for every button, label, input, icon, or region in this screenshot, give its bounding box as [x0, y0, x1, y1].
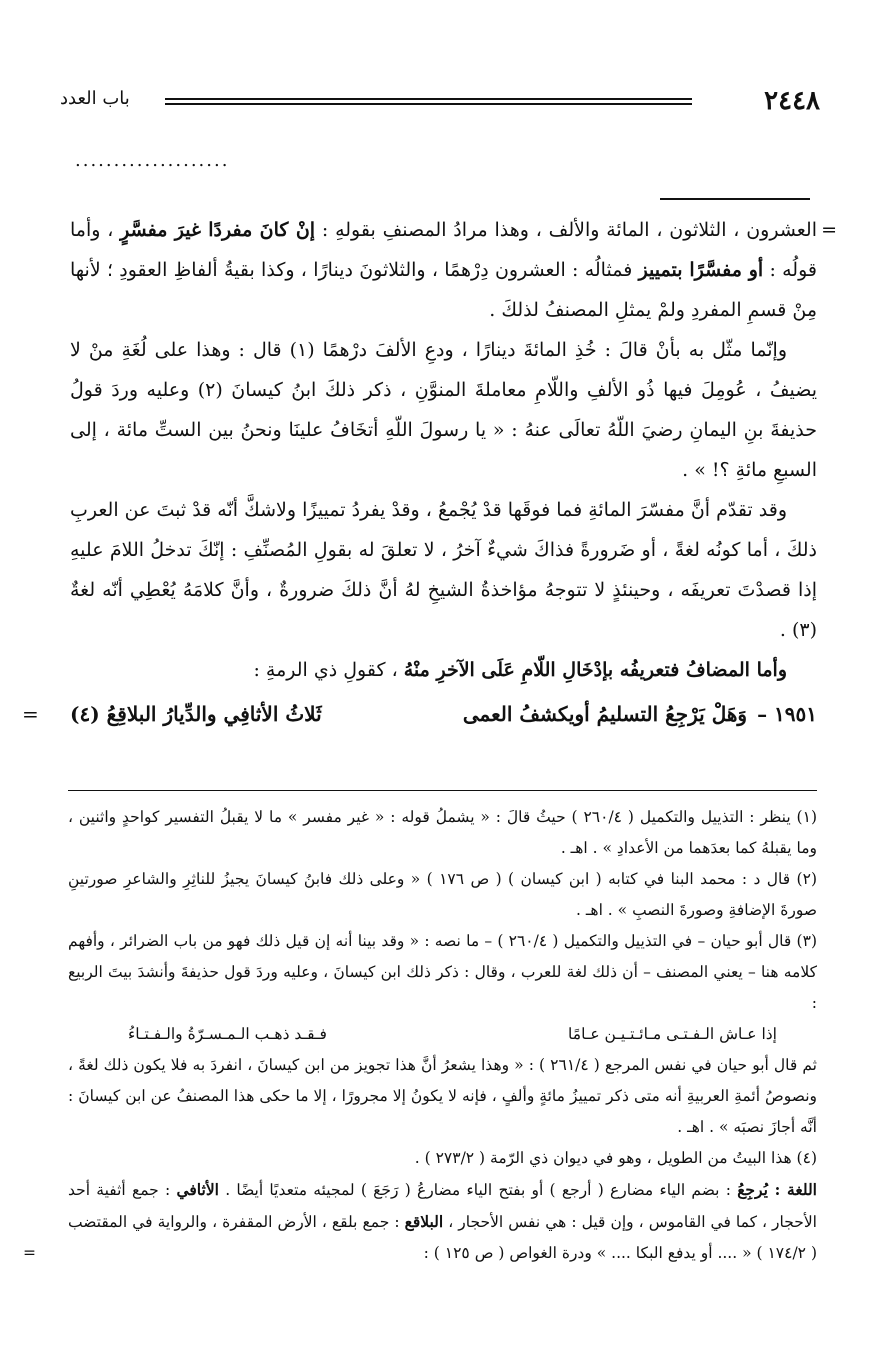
footnote-1: (١) ينظر : التذييل والتكميل ( ٢٦٠/٤ ) حيثُ قالَ : « يشملُ قوله : « غير مفسر » ما لا يقبلُ التفسير كواحدٍ واثنين ، وما يقبلهُ كما بعدَهما من الأعدادِ » . اهـ .: [68, 808, 817, 857]
paragraph-2: وإنّما مثّل به بأنْ قالَ : خُذِ المائةَ دينارًا ، ودعِ الألفَ درْهمًا (١) قال : وهذا على لُغَةِ منْ لا يضيفُ ، عُومِلَ فيها ذُو الألفِ واللّامِ معاملةَ المنوَّنِ ، ذكر ذلكَ ابنُ كيسانَ (٢) وعليه وردَ قولُ حذيفةَ بنِ اليمانِ رضيَ اللّهُ تعالَى عنهُ : « يا رسولَ اللّهِ أتخَافُ علينَا ونحنُ بين الستِّ مائة ، إلى السبعِ مائةِ ؟! » .: [70, 339, 817, 481]
paragraph-1-run: إنْ كانَ مفردًا غيرَ مفسَّرٍ: [120, 219, 316, 241]
paragraph-1: [70, 210, 817, 330]
footnote-3-poem-first: إذا عـاش الـفـتـى مـائـتـيـن عـامًا: [568, 1025, 777, 1043]
footnote-separator: [68, 790, 817, 791]
footnote-4-language-run: : جمع بلقع ، الأرض المقفرة ، والرواية في المقتضب ( ١٧٤/٢ ) « .... أو يدفع البكا .... » ودرة الغواص ( ص ١٢٥ ) :: [68, 1213, 817, 1262]
footnote-3-continuation: ثم قال أبو حيان في نفس المرجع ( ٢٦١/٤ ) : « وهذا يشعرُ أنَّ هذا تجويز من ابن كيسانَ ، انفردَ به فلا يكون ذلك لغةً ، ونصوصُ أئمةِ العربيةِ أنه متى ذكر تمييزُ مائةٍ وألفٍ ، فإنه لا يكونُ إلا مجرورًا ، إلا ما حكى هذا المصنفُ عن ابن كيسانَ : أنَّه أجازَ نصبَه » . اهـ .: [68, 1056, 817, 1136]
footnote-3: (٣) قال أبو حيان – في التذييل والتكميل ( ٢٦٠/٤ ) – ما نصه : « وقد بينا أنه إن قيل ذلك فهو من باب الضرائر ، وأفهم كلامه هنا – يعني المصنف – أن ذلك لغة للعرب ، وقال : ذكر ذلك ابن كيسانَ ، وعليه وردَ قول حذيفةَ وأنشدَ بيتَ الربيع :: [68, 932, 817, 1012]
continuation-mark: =: [821, 219, 837, 241]
paragraph-4-run: وأما المضافُ فتعريفُه بإدْخَالِ اللّامِ عَلَى الآخرِ منْهُ: [403, 659, 787, 681]
verse-first-hemistich: وَهَلْ يَرْجِعُ التسليمُ أويكشفُ العمى: [462, 702, 748, 726]
footnote-continuation-mark: =: [23, 1244, 36, 1262]
footnote-4: (٤) هذا البيتُ من الطويل ، وهو في ديوان ذي الرّمة ( ٢٧٣/٢ ) .: [414, 1149, 817, 1167]
main-text: [22, 210, 837, 734]
verse-number: ١٩٥١ –: [757, 702, 817, 726]
footnotes: [23, 802, 817, 1269]
footnote-4-language-run: الأثافي: [176, 1180, 219, 1199]
section-title: باب العدد: [60, 88, 130, 109]
footnote-4-language-run: : جمع أثفية أحد الأحجار ، كما في القاموس ، وإن قيل : هي نفس الأحجار ،: [68, 1181, 817, 1231]
paragraph-1-run: فمثالُه : العشرون دِرْهمًا ، والثلاثونَ دينارًا ، وكذا بقيةُ ألفاظِ العقودِ ؛ لأنها مِنْ قسمِ المفردِ ولمْ يمثلِ المصنفُ لذلكَ .: [70, 259, 817, 321]
paragraph-1-run: العشرون ، الثلاثون ، المائة والألف ، وهذا مرادُ المصنفِ بقولهِ :: [315, 219, 817, 241]
dotted-separator: ....................: [75, 150, 230, 171]
footnote-4-language-run: اللغة : يُرجِعُ: [737, 1180, 817, 1199]
header-rule: [165, 98, 692, 105]
paragraph-3: وقد تقدّم أنَّ مفسّرَ المائةِ فما فوقَها قدْ يُجْمعُ ، وقدْ يفردُ تمييزًا ولاشكَّ أنّه قدْ ثبتَ عن العربِ ذلكَ ، أما كونُه لغةً ، أو ضَرورةً فذاكَ شيءٌ آخرُ ، لا تعلقَ له بقولِ المُصنِّفِ : إنّكَ تدخلُ اللامَ عليهِ إذا قصدْتَ تعريفَه ، وحينئذٍ لا تتوجهُ مؤاخذةُ الشيخِ لهُ أنَّ ذلكَ ضرورةٌ ، وأنَّ كلامَهُ يُعْطِي أنّه لغةٌ (٣) .: [70, 499, 817, 641]
paragraph-1-run: أو مفسَّرًا بتمييز: [638, 259, 764, 281]
footnote-4-language-run: : بضم الياء مضارع ( أرجع ) أو بفتح الياء مضارعُ ( رَجَعَ ) لمجيئه متعديًا أيضًا .: [218, 1181, 738, 1199]
footnote-3-poem: [68, 1019, 817, 1050]
paragraph-4: [70, 650, 817, 690]
paragraph-4-run: ، كقولِ ذي الرمةِ :: [253, 659, 404, 681]
page-header: [60, 86, 820, 120]
verse-continuation-mark: =: [22, 702, 39, 726]
page-number: ٢٤٤٨: [764, 86, 820, 116]
footnote-3-poem-second: فـقـد ذهـب الـمـسـرّةُ والـفـتـاءُ: [128, 1025, 327, 1043]
verse-line: [22, 694, 817, 734]
verse-second-hemistich: ثَلاثُ الأثافِي والدِّيارُ البلاقِعُ (٤): [70, 702, 322, 726]
footnote-4-language: [68, 1174, 817, 1269]
paragraph-1-run: ، وأما قولُه :: [70, 219, 817, 281]
footnote-2: (٢) قال د : محمد البنا في كتابه ( ابن كيسان ) ( ص ١٧٦ ) « وعلى ذلك فابنُ كيسانَ يجيزُ للناثِرِ والشاعرِ صورتينِ صورةَ الإضافةِ وصورةَ النصبِ » . اهـ .: [68, 870, 817, 919]
footnote-4-language-run: البلاقع: [404, 1212, 444, 1231]
continuation-rule: [660, 198, 810, 200]
